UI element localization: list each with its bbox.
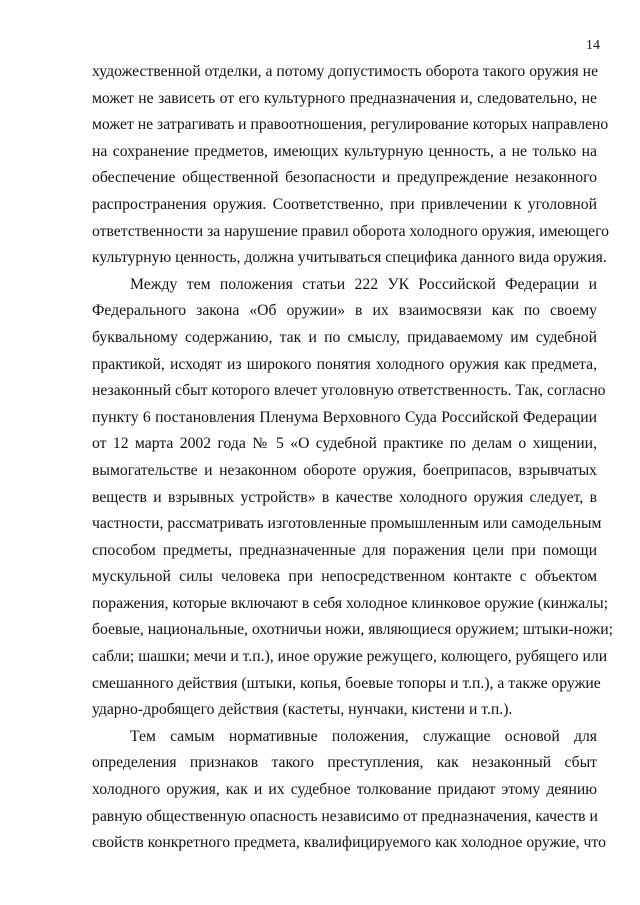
- text-line: сабли; шашки; мечи и т.п.), иное оружие режущего, колющего, рубящего или: [92, 648, 608, 666]
- text-line: мускульной силы человека при непосредственном контакте с объектом: [92, 568, 597, 586]
- text-line: частности, рассматривать изготовленные промышленным или самодельным: [92, 515, 602, 533]
- text-line: культурную ценность, должна учитываться специфика данного вида оружия.: [92, 249, 607, 267]
- text-line: пункту 6 постановления Пленума Верховного Суда Российской Федерации: [92, 408, 597, 426]
- text-line: буквальному содержанию, так и по смыслу, придаваемому им судебной: [92, 328, 597, 346]
- text-line: поражения, которые включают в себя холодное клинковое оружие (кинжалы;: [92, 594, 609, 612]
- text-line: обеспечение общественной безопасности и предупреждение незаконного: [92, 169, 597, 187]
- paragraph-2: [92, 272, 614, 724]
- text-line: незаконный сбыт которого влечет уголовную ответственность. Так, согласно: [92, 382, 606, 400]
- page-number: 14: [586, 38, 600, 53]
- text-line: Тем самым нормативные положения, служащие основой для: [130, 727, 597, 745]
- text-line: холодного оружия, как и их судебное толкование придают этому деянию: [92, 781, 597, 799]
- text-line: практикой, исходят из широкого понятия холодного оружия как предмета,: [92, 355, 597, 373]
- text-line: художественной отделки, а потому допустимость оборота такого оружия не: [92, 63, 599, 80]
- text-line: может не зависеть от его культурного предназначения и, следовательно, не: [92, 89, 597, 107]
- text-line: способом предметы, предназначенные для поражения цели при помощи: [92, 541, 597, 559]
- text-line: ответственности за нарушение правил оборота холодного оружия, имеющего: [92, 222, 610, 240]
- body-text: [92, 59, 614, 857]
- text-line: Между тем положения статьи 222 УК Российской Федерации и: [130, 275, 597, 293]
- text-line: определения признаков такого преступления, как незаконный сбыт: [92, 754, 597, 772]
- text-line: распространения оружия. Соответственно, при привлечении к уголовной: [92, 195, 597, 213]
- text-line: вымогательстве и незаконном обороте оружия, боеприпасов, взрывчатых: [92, 461, 597, 479]
- text-line: боевые, национальные, охотничьи ножи, являющиеся оружием; штыки-ножи;: [92, 621, 614, 639]
- text-line: свойств конкретного предмета, квалифицируемого как холодное оружие, что: [92, 834, 606, 852]
- text-line: смешанного действия (штыки, копья, боевые топоры и т.п.), а также оружие: [92, 674, 601, 692]
- text-line: Федерального закона «Об оружии» в их взаимосвязи как по своему: [92, 302, 597, 320]
- text-line: от 12 марта 2002 года № 5 «О судебной практике по делам о хищении,: [92, 435, 597, 453]
- text-line: ударно-дробящего действия (кастеты, нунчаки, кистени и т.п.).: [92, 701, 513, 719]
- text-line: веществ и взрывных устройств» в качестве холодного оружия следует, в: [92, 488, 597, 506]
- paragraph-3: [92, 724, 606, 857]
- text-line: может не затрагивать и правоотношения, регулирование которых направлено: [92, 116, 609, 134]
- text-line: равную общественную опасность независимо от предназначения, качеств и: [92, 807, 598, 825]
- paragraph-1: [92, 59, 610, 272]
- text-line: на сохранение предметов, имеющих культурную ценность, а не только на: [92, 142, 597, 160]
